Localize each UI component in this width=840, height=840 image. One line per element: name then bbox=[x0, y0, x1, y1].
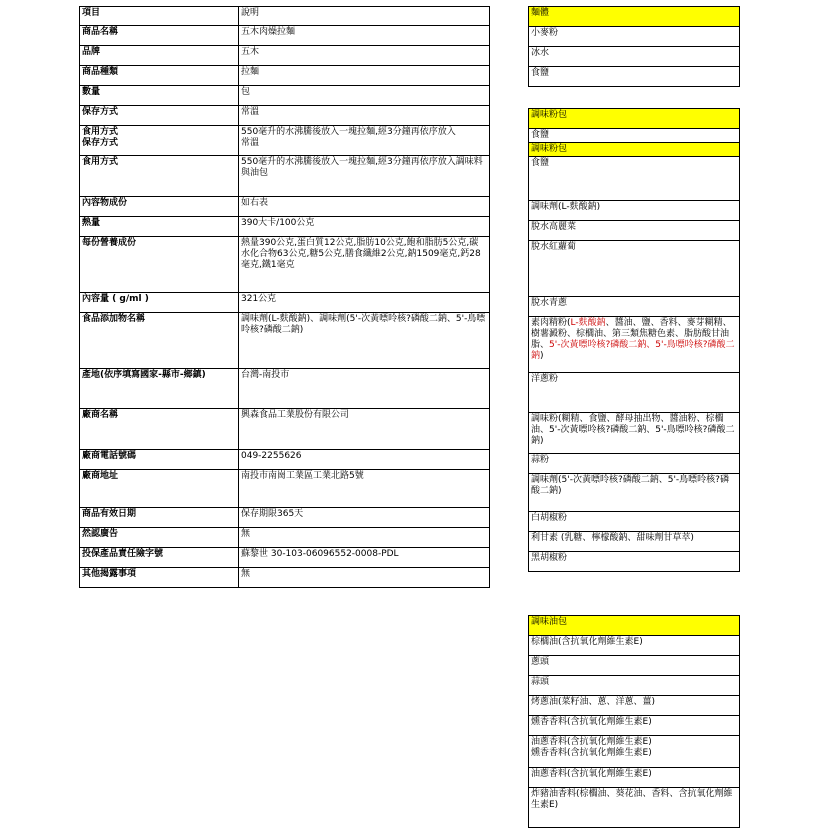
row-value: 熱量390公克,蛋白質12公克,脂肪10公克,飽和脂肪5公克,碳水化合物63公克,糖5公克,膳食纖維2公克,鈉1509毫克,鈣28毫克,鐵1毫克 bbox=[239, 237, 490, 293]
list-item: 黑胡椒粉 bbox=[529, 552, 740, 572]
oil-table bbox=[528, 615, 740, 828]
row-key: 每份營養成份 bbox=[80, 237, 239, 293]
row-key: 投保產品責任險字號 bbox=[80, 548, 239, 568]
list-item-mixed bbox=[529, 317, 740, 373]
list-item: 蔥頭 bbox=[529, 656, 740, 676]
table-row bbox=[80, 106, 490, 126]
list-item: 調味劑(L-麩酸鈉) bbox=[529, 201, 740, 221]
row-key: 食用方式 保存方式 bbox=[80, 126, 239, 156]
header-key: 項目 bbox=[80, 7, 239, 26]
list-item: 蒜粉 bbox=[529, 454, 740, 474]
row-value: 包 bbox=[239, 86, 490, 106]
table-row bbox=[80, 450, 490, 470]
seasoning-powder-block bbox=[528, 108, 739, 572]
row-value: 550毫升的水沸騰後放入一塊拉麵,經3分鐘再依序放入調味料與油包 bbox=[239, 156, 490, 197]
list-item: 烤蔥油(菜籽油、蔥、洋蔥、薑) bbox=[529, 696, 740, 716]
table-row bbox=[80, 568, 490, 588]
row-key: 保存方式 bbox=[80, 106, 239, 126]
row-key: 食品添加物名稱 bbox=[80, 313, 239, 369]
table-row bbox=[80, 217, 490, 237]
table-row bbox=[80, 508, 490, 528]
list-item: 蒜頭 bbox=[529, 676, 740, 696]
table-row bbox=[80, 156, 490, 197]
noodle-ingredients-block bbox=[528, 6, 739, 87]
row-key: 商品有效日期 bbox=[80, 508, 239, 528]
table-header-row bbox=[80, 7, 490, 26]
list-item: 冰水 bbox=[529, 47, 740, 67]
row-key: 內容量 ( g/ml ) bbox=[80, 293, 239, 313]
row-key: 數量 bbox=[80, 86, 239, 106]
mixed-middle: 、醬油、鹽、香料、麥芽糊精、樹薯澱粉、棕櫚油、第三類焦糖色素、脂肪酸甘油脂、 bbox=[531, 318, 732, 350]
row-key: 熱量 bbox=[80, 217, 239, 237]
row-value: 拉麵 bbox=[239, 66, 490, 86]
row-key: 廠商電話號碼 bbox=[80, 450, 239, 470]
list-item: 食鹽 bbox=[529, 129, 740, 143]
row-value: 南投市南崗工業區工業北路5號 bbox=[239, 470, 490, 508]
mixed-red-text: 5'-次黃嘌呤核?磷酸二鈉、5'-鳥嘌呤核?磷酸二鈉 bbox=[531, 340, 735, 361]
row-value: 049-2255626 bbox=[239, 450, 490, 470]
list-item: 食鹽 bbox=[529, 67, 740, 87]
row-value: 無 bbox=[239, 568, 490, 588]
product-info-table bbox=[79, 6, 490, 588]
table-row bbox=[80, 86, 490, 106]
table-row bbox=[80, 293, 490, 313]
mixed-suffix: ) bbox=[540, 351, 544, 361]
list-item: 小麥粉 bbox=[529, 27, 740, 47]
row-key: 品牌 bbox=[80, 46, 239, 66]
row-value: 保存期限365天 bbox=[239, 508, 490, 528]
seasoning-header: 調味粉包 bbox=[529, 109, 740, 129]
row-key: 廠商名稱 bbox=[80, 409, 239, 450]
table-row bbox=[80, 197, 490, 217]
row-key: 食用方式 bbox=[80, 156, 239, 197]
list-item: 調味粉(糊精、食鹽、酵母抽出物、醬油粉、棕櫚油、5'-次黃嘌呤核?磷酸二鈉、5'-鳥嘌呤核?磷酸二鈉) bbox=[529, 413, 740, 454]
list-item: 脫水青蔥 bbox=[529, 297, 740, 317]
list-item: 油蔥香料(含抗氧化劑維生素E) 燻香香料(含抗氧化劑維生素E) bbox=[529, 736, 740, 768]
row-value: 550毫升的水沸騰後放入一塊拉麵,經3分鐘再依序放入 常溫 bbox=[239, 126, 490, 156]
list-item: 利甘素 (乳糖、檸檬酸鈉、甜味劑甘草萃) bbox=[529, 532, 740, 552]
table-row bbox=[80, 66, 490, 86]
table-row bbox=[80, 126, 490, 156]
row-key: 廠商地址 bbox=[80, 470, 239, 508]
table-row bbox=[80, 548, 490, 568]
seasoning-table bbox=[528, 108, 740, 572]
table-row bbox=[80, 470, 490, 508]
row-value: 390大卡/100公克 bbox=[239, 217, 490, 237]
noodle-table bbox=[528, 6, 740, 87]
row-value: 調味劑(L-麩酸鈉)、調味劑(5'-次黃嘌呤核?磷酸二鈉、5'-鳥嘌呤核?磷酸二鈉) bbox=[239, 313, 490, 369]
row-key: 其他揭露事項 bbox=[80, 568, 239, 588]
table-row bbox=[80, 409, 490, 450]
header-value: 說明 bbox=[239, 7, 490, 26]
row-value: 無 bbox=[239, 528, 490, 548]
row-key: 商品種類 bbox=[80, 66, 239, 86]
list-item: 炸豬油香料(棕櫚油、葵花油、香料、含抗氧化劑維生素E) bbox=[529, 788, 740, 828]
row-value: 五木肉燥拉麵 bbox=[239, 26, 490, 46]
table-row bbox=[80, 237, 490, 293]
row-key: 然認廣告 bbox=[80, 528, 239, 548]
row-value: 蘇黎世 30-103-06096552-0008-PDL bbox=[239, 548, 490, 568]
list-item: 食鹽 bbox=[529, 157, 740, 201]
list-item: 棕櫚油(含抗氧化劑維生素E) bbox=[529, 636, 740, 656]
mixed-prefix: 素肉精粉( bbox=[531, 318, 571, 328]
row-value: 常溫 bbox=[239, 106, 490, 126]
list-item: 調味劑(5'-次黃嘌呤核?磷酸二鈉、5'-鳥嘌呤核?磷酸二鈉) bbox=[529, 474, 740, 512]
list-item: 油蔥香料(含抗氧化劑維生素E) bbox=[529, 768, 740, 788]
table-row bbox=[80, 26, 490, 46]
list-item: 脫水紅蘿蔔 bbox=[529, 241, 740, 297]
row-value: 如右表 bbox=[239, 197, 490, 217]
seasoning-subheader: 調味粉包 bbox=[529, 143, 740, 157]
row-value: 台灣-南投市 bbox=[239, 369, 490, 409]
list-item: 洋蔥粉 bbox=[529, 373, 740, 413]
table-row bbox=[80, 46, 490, 66]
row-key: 內容物成份 bbox=[80, 197, 239, 217]
table-row bbox=[80, 369, 490, 409]
row-key: 產地(依序填寫國家-縣市-鄉鎮) bbox=[80, 369, 239, 409]
table-row bbox=[80, 528, 490, 548]
row-value: 321公克 bbox=[239, 293, 490, 313]
row-value: 興森食品工業股份有限公司 bbox=[239, 409, 490, 450]
row-key: 商品名稱 bbox=[80, 26, 239, 46]
noodle-header: 麵體 bbox=[529, 7, 740, 27]
list-item: 白胡椒粉 bbox=[529, 512, 740, 532]
mixed-red-text: L-麩酸鈉 bbox=[570, 318, 606, 328]
oil-header: 調味油包 bbox=[529, 616, 740, 636]
seasoning-oil-block bbox=[528, 615, 739, 828]
list-item: 脫水高麗菜 bbox=[529, 221, 740, 241]
table-row bbox=[80, 313, 490, 369]
row-value: 五木 bbox=[239, 46, 490, 66]
list-item: 燻香香料(含抗氧化劑維生素E) bbox=[529, 716, 740, 736]
